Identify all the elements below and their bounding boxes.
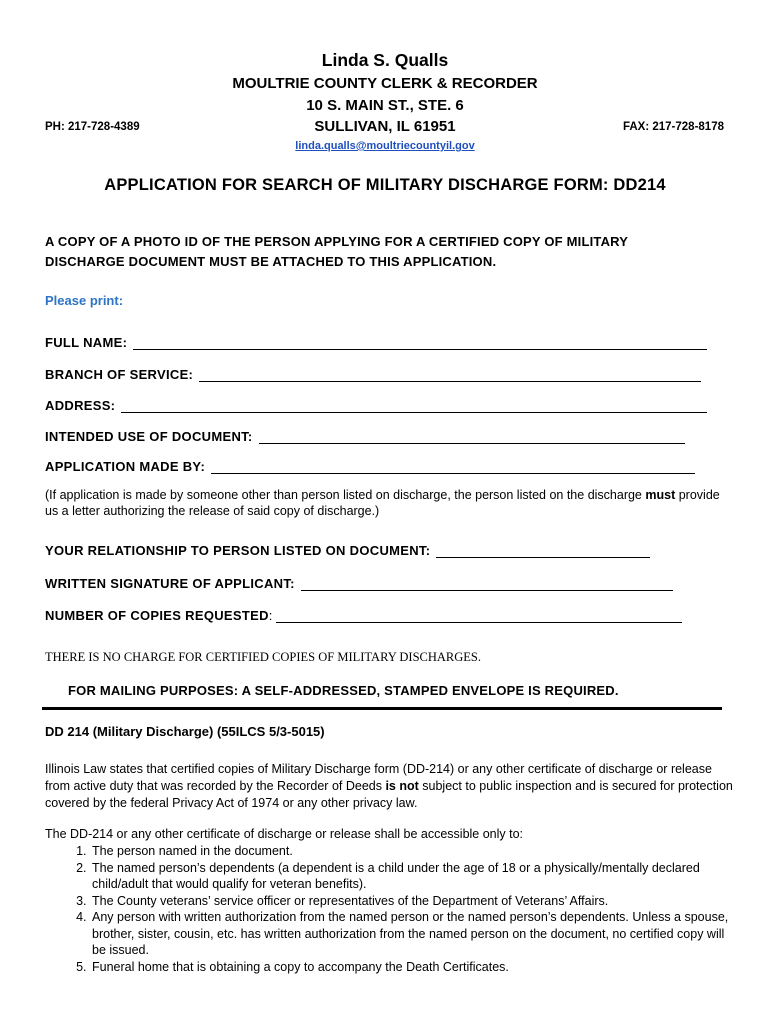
made-by-field xyxy=(45,456,695,474)
access-list-container xyxy=(45,843,735,975)
notice-line-2: DISCHARGE DOCUMENT MUST BE ATTACHED TO THIS APPLICATION. xyxy=(45,254,497,269)
made-by-note xyxy=(45,487,725,519)
full-name-field xyxy=(45,332,707,350)
relationship-label: YOUR RELATIONSHIP TO PERSON LISTED ON DOCUMENT: xyxy=(45,543,431,558)
branch-field xyxy=(45,364,701,382)
made-by-input-line[interactable] xyxy=(211,461,695,474)
no-charge-notice: THERE IS NO CHARGE FOR CERTIFIED COPIES OF MILITARY DISCHARGES. xyxy=(45,650,482,664)
full-name-label: FULL NAME: xyxy=(45,335,128,350)
city-address: SULLIVAN, IL 61951 xyxy=(314,118,456,135)
street-address: 10 S. MAIN ST., STE. 6 xyxy=(306,97,464,114)
copies-label: NUMBER OF COPIES REQUESTED xyxy=(45,608,269,623)
photo-id-notice xyxy=(45,232,735,272)
signature-label: WRITTEN SIGNATURE OF APPLICANT: xyxy=(45,576,295,591)
note-must: must xyxy=(645,488,676,502)
note-text-1: (If application is made by someone other than person listed on discharge, the person listed on the discharge xyxy=(45,488,646,502)
list-item: 5. Funeral home that is obtaining a copy to accompany the Death Certificates. xyxy=(90,959,735,976)
mailing-notice: FOR MAILING PURPOSES: A SELF-ADDRESSED, STAMPED ENVELOPE IS REQUIRED. xyxy=(68,683,619,698)
law-is-not: is not xyxy=(385,779,419,793)
copies-input-line[interactable] xyxy=(276,610,682,623)
fax-number: FAX: 217-728-8178 xyxy=(622,121,724,133)
note-text-2: provide us a letter authorizing the release of said copy of discharge.) xyxy=(45,488,720,518)
law-text-2: subject to public inspection and is secured for protection covered by the federal Privacy Act of 1974 or any other privacy law. xyxy=(45,779,733,810)
access-intro: The DD-214 or any other certificate of discharge or release shall be accessible only to: xyxy=(45,827,524,841)
list-item: 3. The County veterans’ service officer or representatives of the Department of Veterans’ Affairs. xyxy=(90,893,735,910)
phone-number: PH: 217-728-4389 xyxy=(45,121,140,133)
made-by-label: APPLICATION MADE BY: xyxy=(45,459,206,474)
address-input-line[interactable] xyxy=(121,400,707,413)
law-paragraph xyxy=(45,761,735,812)
signature-input-line[interactable] xyxy=(301,578,673,591)
office-name: MOULTRIE COUNTY CLERK & RECORDER xyxy=(232,75,538,92)
notice-line-1: A COPY OF A PHOTO ID OF THE PERSON APPLYING FOR A CERTIFIED COPY OF MILITARY xyxy=(45,234,629,249)
signature-field xyxy=(45,573,673,591)
intended-use-label: INTENDED USE OF DOCUMENT: xyxy=(45,429,253,444)
dd214-heading: DD 214 (Military Discharge) (55ILCS 5/3-5015) xyxy=(45,724,325,739)
address-label: ADDRESS: xyxy=(45,398,116,413)
list-item: 4. Any person with written authorization from the named person or the named person’s dependents. Unless a spouse, brother, sister, cousin, etc. has written authorization from the named person on the document, no certified copy will be issued. xyxy=(90,909,735,959)
copies-colon: : xyxy=(268,608,273,623)
relationship-field xyxy=(45,540,650,558)
section-divider xyxy=(42,707,722,710)
please-print-label: Please print: xyxy=(45,293,124,308)
intended-use-field xyxy=(45,426,685,444)
branch-input-line[interactable] xyxy=(199,369,701,382)
list-item: 1. The person named in the document. xyxy=(90,843,735,860)
copies-field xyxy=(45,605,682,623)
email-link[interactable]: linda.qualls@moultriecountyil.gov xyxy=(295,140,475,152)
form-title: APPLICATION FOR SEARCH OF MILITARY DISCHARGE FORM: DD214 xyxy=(104,176,666,194)
clerk-name: Linda S. Qualls xyxy=(321,50,449,70)
access-list xyxy=(45,843,735,975)
full-name-input-line[interactable] xyxy=(133,337,707,350)
address-field xyxy=(45,395,707,413)
intended-use-input-line[interactable] xyxy=(259,431,685,444)
list-item: 2. The named person’s dependents (a dependent is a child under the age of 18 or a physically/mentally declared child/adult that would qualify for veteran benefits). xyxy=(90,860,735,893)
law-text-1: Illinois Law states that certified copies of Military Discharge form (DD-214) or any other certificate of discharge or release from active duty that was recorded by the Recorder of Deeds xyxy=(45,762,712,793)
branch-label: BRANCH OF SERVICE: xyxy=(45,367,194,382)
relationship-input-line[interactable] xyxy=(436,545,650,558)
